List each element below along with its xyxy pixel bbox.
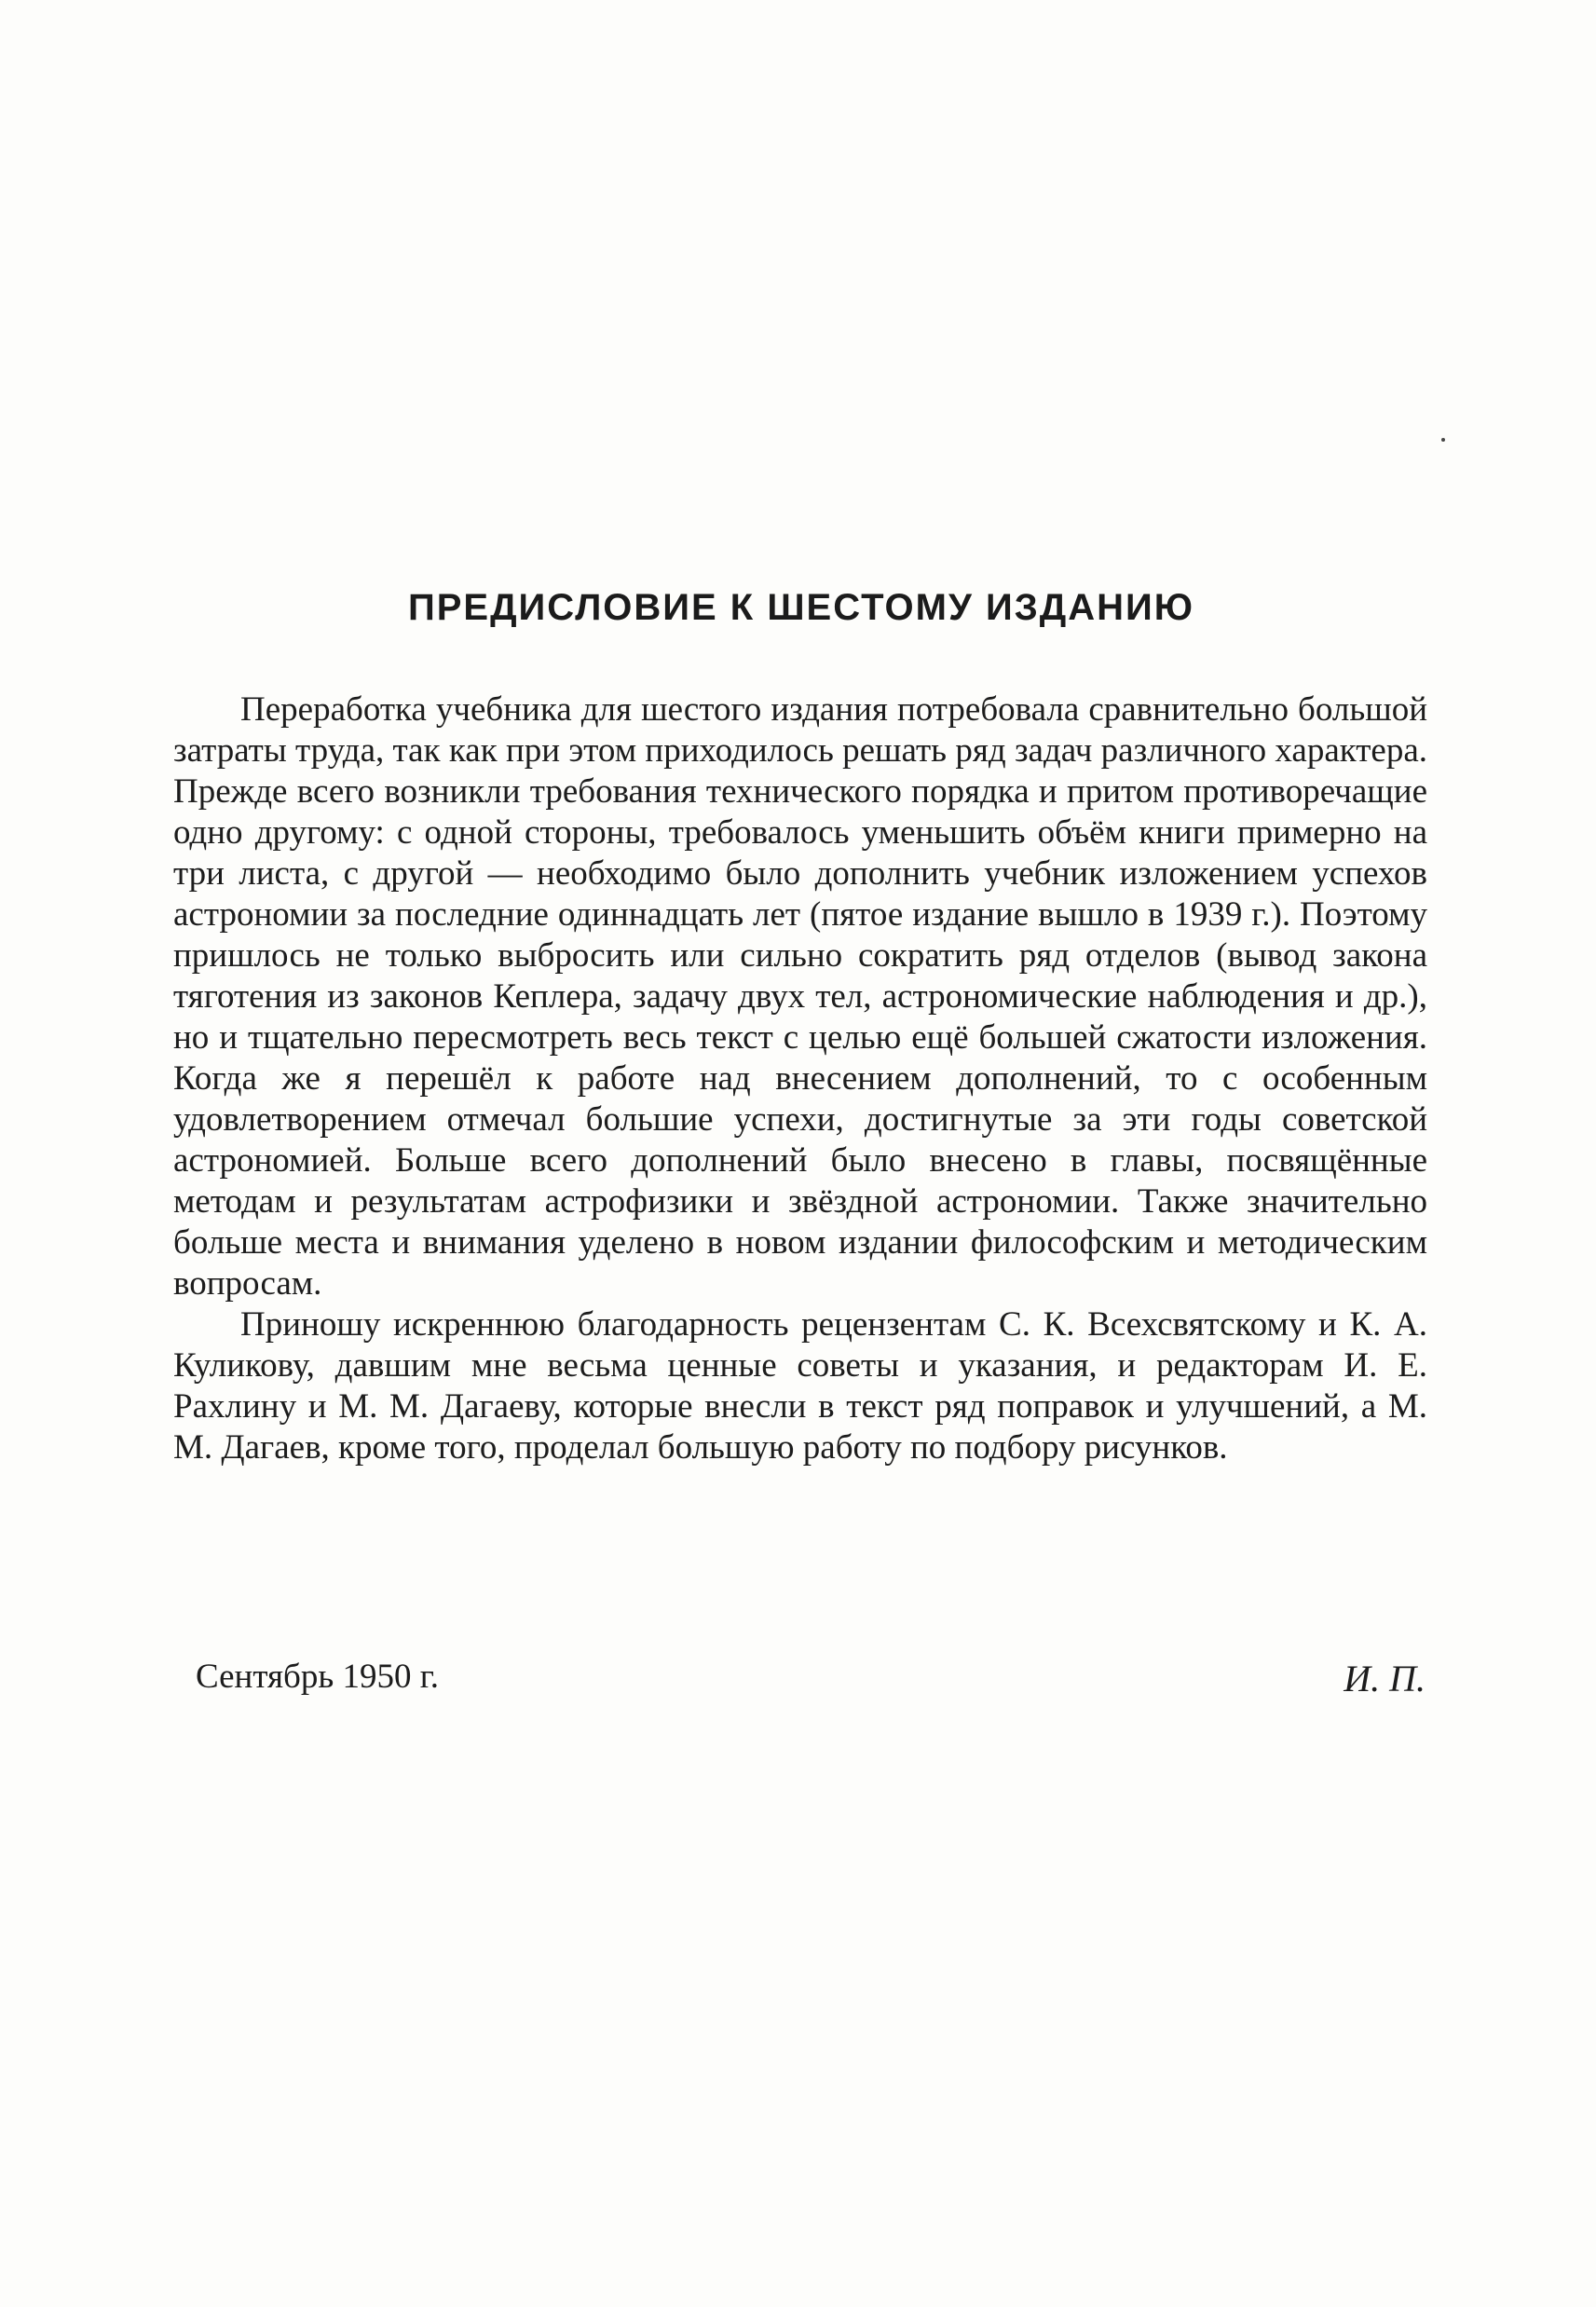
preface-body <box>173 689 1427 1468</box>
preface-date: Сентябрь 1950 г. <box>196 1658 440 1696</box>
author-initials: И. П. <box>1344 1658 1425 1700</box>
signature-row <box>196 1657 1425 1709</box>
page-title: ПРЕДИСЛОВИЕ К ШЕСТОМУ ИЗДАНИЮ <box>407 587 1195 628</box>
print-speck <box>1441 438 1445 442</box>
paragraph-1: Переработка учебника для шестого издания потребовала сравнительно большой затраты труда, так как при этом приходилось решать ряд задач различного характера. Прежде всего возникли требования технического порядка и притом противоречащие одно другому: с одной стороны, требовалось уменьшить объём книги примерно на три листа, с другой — необходимо было дополнить учебник изложением успехов астрономии за последние одиннадцать лет (пятое издание вышло в 1939 г.). Поэтому пришлось не только выбросить или сильно сократить ряд отделов (вывод закона тяготения из законов Кеплера, задачу двух тел, астрономические наблюдения и др.), но и тщательно пересмотреть весь текст с целью ещё большей сжатости изложения. Когда же я перешёл к работе над внесением дополнений, то с особенным удовлетворением отмечал большие успехи, достигнутые за эти годы советской астрономией. Больше всего дополнений было внесено в главы, посвящённые методам и результатам астрофизики и звёздной астрономии. Также значительно больше места и внимания уделено в новом издании философским и методическим вопросам. <box>173 690 1427 1303</box>
paragraph-2: Приношу искреннюю благодарность рецензентам С. К. Всехсвятскому и К. А. Куликову, давшим мне весьма ценные советы и указания, и редакторам И. Е. Рахлину и М. М. Дагаеву, которые внесли в текст ряд поправок и улучшений, а М. М. Дагаев, кроме того, проделал большую работу по подбору рисунков. <box>173 1305 1427 1467</box>
